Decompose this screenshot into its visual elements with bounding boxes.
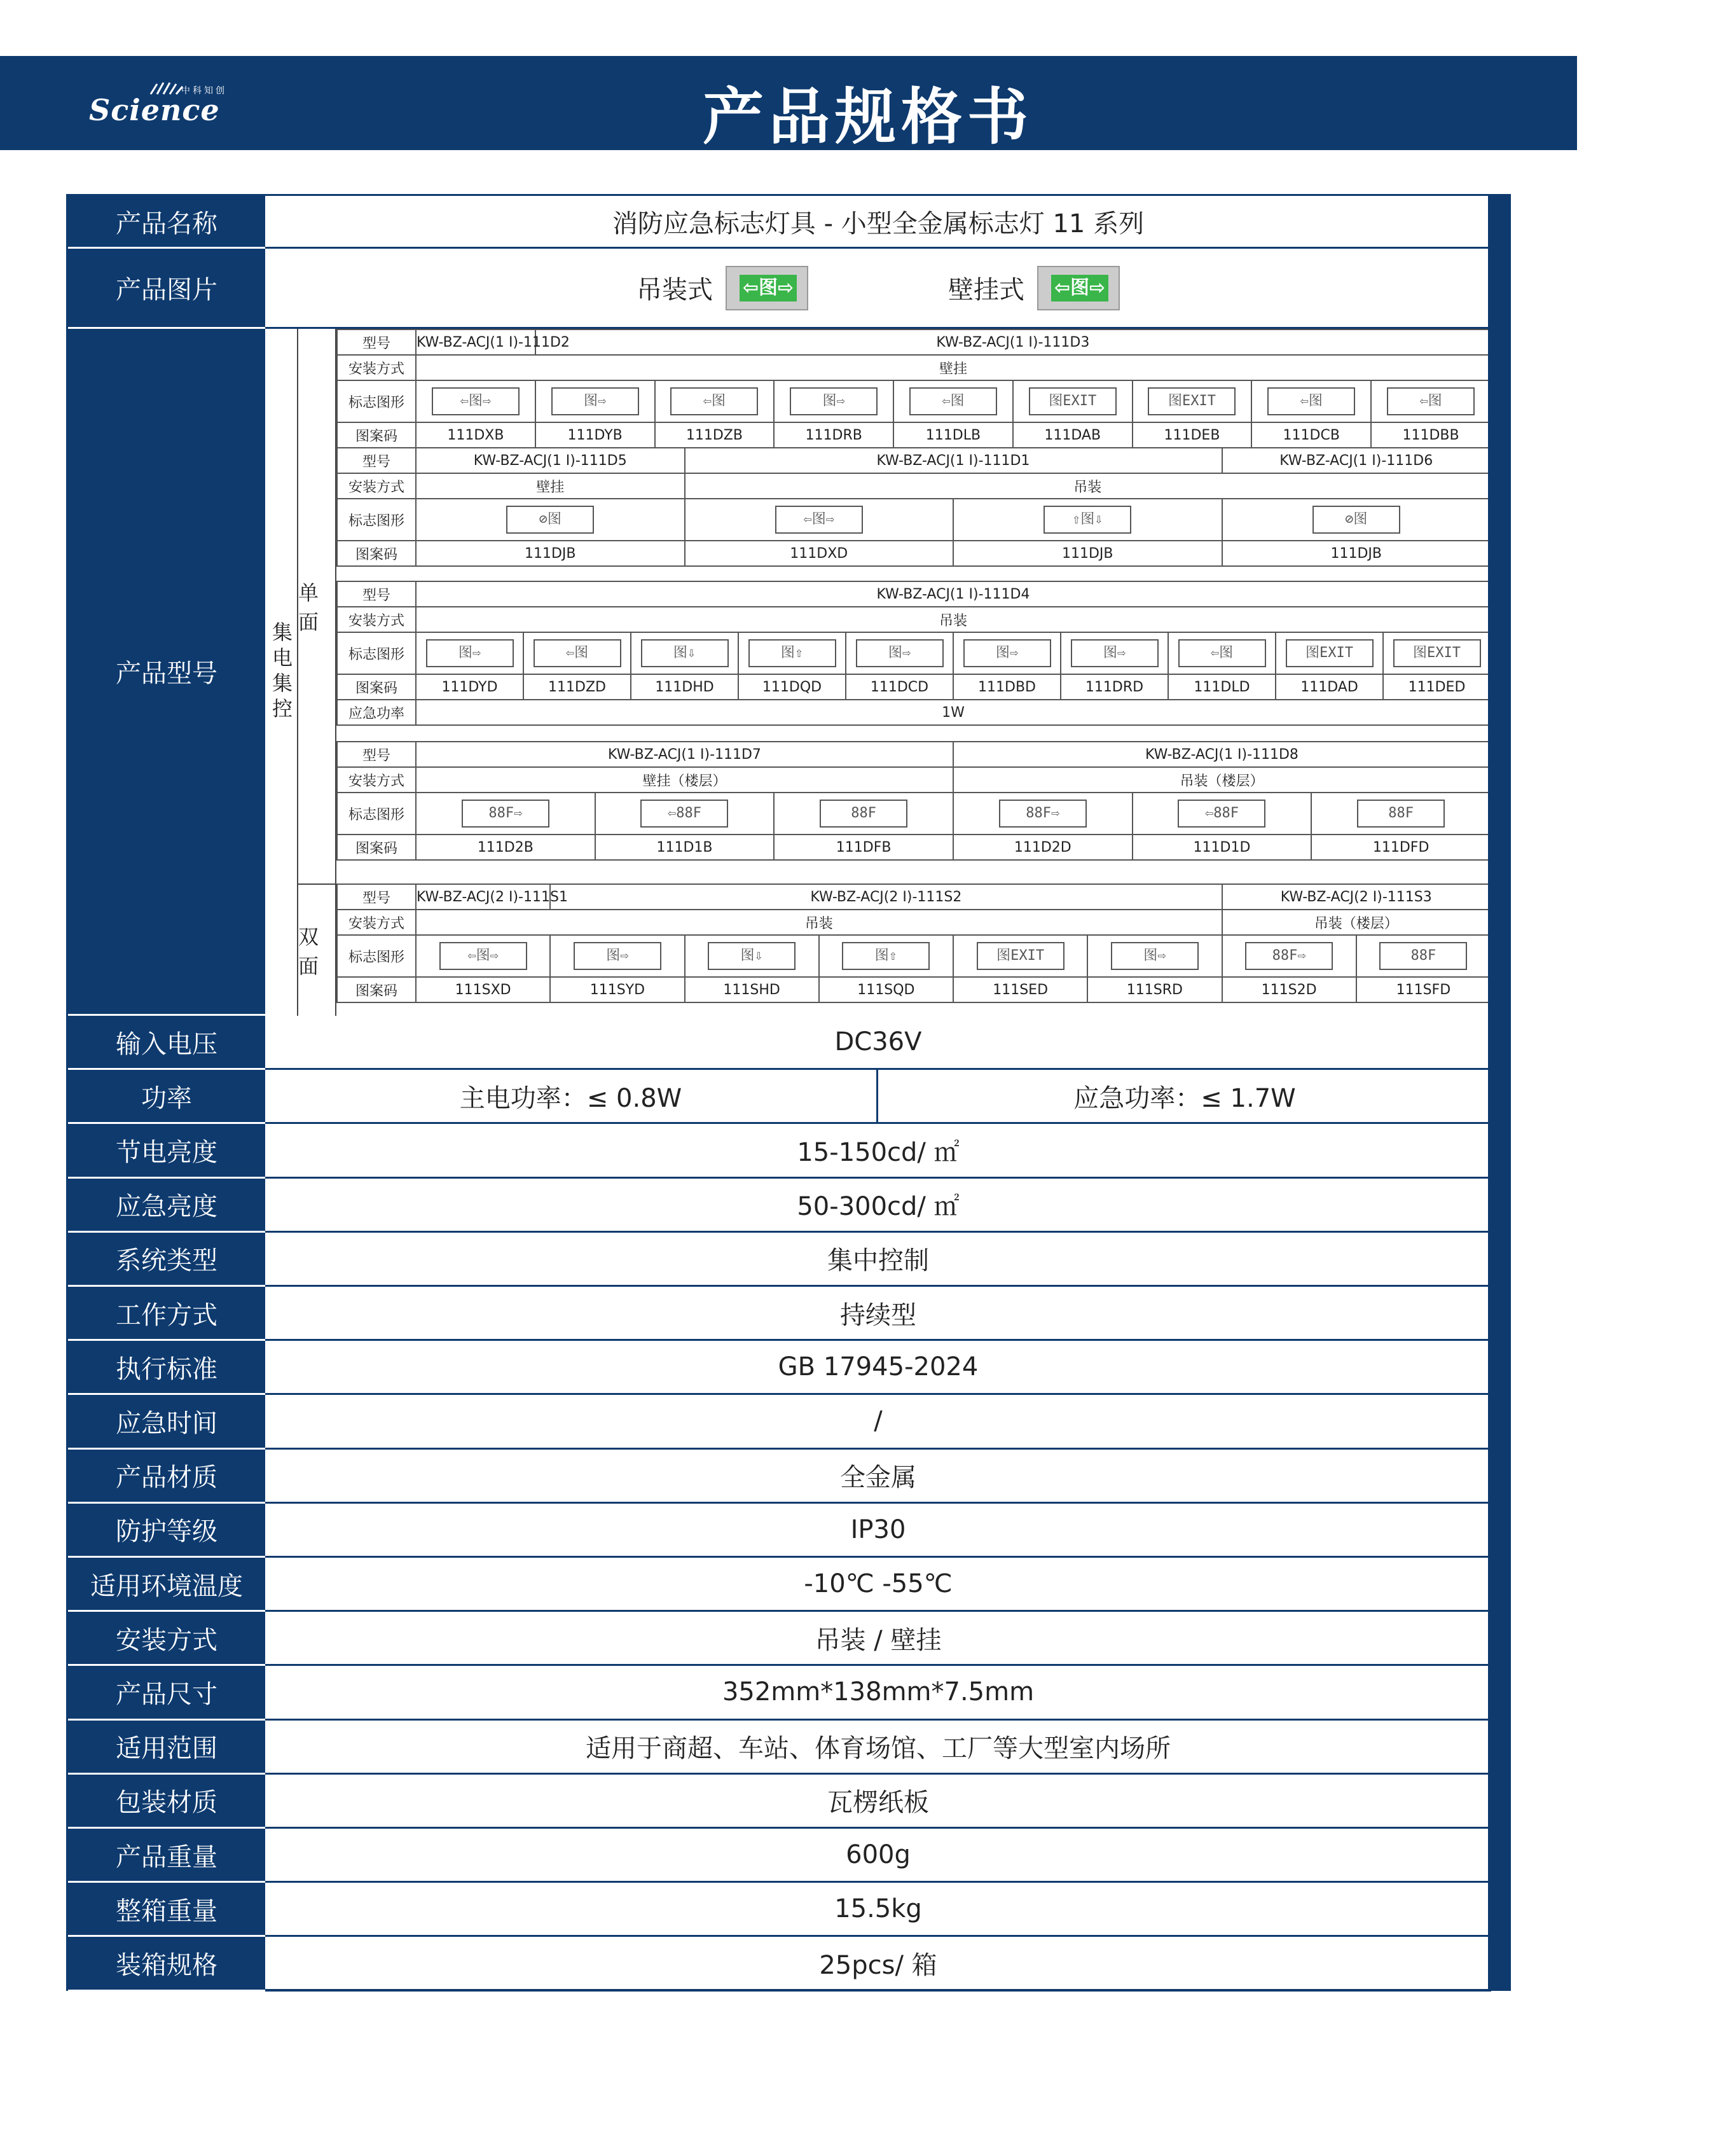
product-name-label: 产品名称 — [68, 196, 265, 249]
pattern-code: 111S2D — [1222, 977, 1356, 1002]
sign-graphic-cell — [1276, 632, 1383, 674]
spec-value: 集中控制 — [265, 1233, 1491, 1287]
sign-graphic-cell — [953, 935, 1087, 977]
spec-value: 吊装 / 壁挂 — [265, 1612, 1491, 1666]
row-label: 图案码 — [337, 977, 416, 1002]
wall-sign-photo — [1037, 266, 1120, 310]
pattern-code: 111DYB — [535, 422, 655, 448]
sign-graphic-cell — [953, 632, 1061, 674]
spec-table — [66, 194, 1511, 1991]
spec-value: 352mm*138mm*7.5mm — [265, 1666, 1491, 1720]
group-label: 集电集控 — [265, 329, 298, 1016]
model-number: KW-BZ-ACJ(2 Ⅰ)-111S3 — [1222, 884, 1491, 910]
spec-label: 产品重量 — [68, 1829, 265, 1883]
exit-sign-icon: 图⇨ — [1111, 942, 1199, 970]
pattern-code: 111DLD — [1168, 674, 1276, 700]
install-type: 吊装 — [416, 607, 1491, 632]
exit-sign-icon: 88F — [1357, 800, 1445, 828]
pattern-code: 111SRD — [1087, 977, 1222, 1002]
spec-value: 瓦楞纸板 — [265, 1775, 1491, 1829]
sign-graphic-cell — [953, 499, 1222, 541]
model-table-2 — [336, 447, 1491, 567]
pattern-code: 111SHD — [685, 977, 819, 1002]
model-number: KW-BZ-ACJ(1 Ⅰ)-111D8 — [953, 742, 1491, 767]
row-label: 图案码 — [337, 835, 416, 860]
sign-graphic-cell — [550, 935, 684, 977]
pattern-code: 111DZD — [523, 674, 631, 700]
sign-graphic-cell — [1222, 935, 1356, 977]
spec-label: 整箱重量 — [68, 1883, 265, 1937]
spec-value: DC36V — [265, 1016, 1491, 1070]
pattern-code: 111DBB — [1371, 422, 1491, 448]
sign-graphic-cell — [416, 380, 535, 422]
sign-graphic-cell — [1133, 380, 1252, 422]
hang-sign-photo — [726, 266, 808, 310]
model-matrix — [265, 329, 1491, 1016]
exit-sign-icon: 图⇨ — [1071, 639, 1159, 667]
model-row — [337, 380, 1491, 422]
pattern-code: 111DLB — [893, 422, 1013, 448]
model-row — [337, 910, 1491, 935]
spec-value: 600g — [265, 1829, 1491, 1883]
logo-word: Science — [89, 93, 220, 127]
exit-sign-icon: ⇦图 — [1178, 639, 1266, 667]
pattern-code: 111D2B — [416, 835, 595, 860]
sign-graphic-cell — [1013, 380, 1133, 422]
sign-graphic-cell — [595, 793, 775, 835]
exit-sign-icon: 图⇨ — [790, 387, 878, 415]
model-number: KW-BZ-ACJ(1 Ⅰ)-111D4 — [416, 581, 1491, 607]
spec-value: 全金属 — [265, 1450, 1491, 1504]
spec-label: 适用环境温度 — [68, 1558, 265, 1612]
pattern-code: 111DQD — [738, 674, 846, 700]
logo-cn-text: 中科知创 — [181, 86, 227, 96]
exit-sign-icon: 图EXIT — [1393, 639, 1481, 667]
sign-graphic-cell — [1222, 499, 1491, 541]
exit-sign-icon: 图⇧ — [748, 639, 836, 667]
exit-sign-icon: 88F⇨ — [462, 800, 549, 828]
exit-sign-icon: ⇦88F — [1178, 800, 1265, 828]
model-row — [337, 329, 1491, 355]
row-label: 型号 — [337, 884, 416, 910]
spec-label: 防护等级 — [68, 1504, 265, 1558]
install-type: 吊装（楼层） — [953, 767, 1491, 793]
model-row — [337, 541, 1491, 566]
row-label: 安装方式 — [337, 473, 416, 499]
product-image-row — [265, 249, 1491, 329]
model-row — [337, 632, 1491, 674]
install-type: 壁挂 — [416, 355, 1491, 380]
exit-sign-icon: ⇦图 — [1387, 387, 1475, 415]
sign-graphic-cell — [1356, 935, 1491, 977]
sign-graphic-cell — [685, 935, 819, 977]
exit-sign-icon: ⇧图⇩ — [1044, 506, 1131, 534]
exit-sign-icon: 图⇩ — [641, 639, 729, 667]
model-row — [337, 935, 1491, 977]
pattern-code: 111DRB — [774, 422, 893, 448]
spec-value: 持续型 — [265, 1287, 1491, 1341]
sign-graphic-cell — [685, 499, 954, 541]
sign-graphic-cell — [416, 499, 685, 541]
model-number: KW-BZ-ACJ(1 Ⅰ)-111D2 — [416, 329, 535, 355]
row-label: 标志图形 — [337, 499, 416, 541]
exit-sign-icon: ⇦图⇨ — [432, 387, 520, 415]
spec-label: 应急亮度 — [68, 1179, 265, 1233]
row-label: 型号 — [337, 581, 416, 607]
model-table-5 — [336, 883, 1491, 1003]
sign-graphic-cell — [1061, 632, 1168, 674]
exit-sign-icon: ⇦图⇨ — [775, 506, 863, 534]
pattern-code: 111DAB — [1013, 422, 1133, 448]
header-bar — [0, 56, 1577, 153]
exit-sign-icon: 图EXIT — [1286, 639, 1374, 667]
pattern-code: 111D1D — [1133, 835, 1312, 860]
spec-value: GB 17945-2024 — [265, 1341, 1491, 1395]
exit-sign-icon: ⇦图 — [534, 639, 621, 667]
sign-graphic-cell — [953, 793, 1133, 835]
spec-value: 50-300cd/ ㎡ — [265, 1179, 1491, 1233]
model-table-4 — [336, 741, 1491, 861]
row-label: 图案码 — [337, 541, 416, 566]
row-label: 应急功率 — [337, 700, 416, 725]
spec-value: IP30 — [265, 1504, 1491, 1558]
model-row — [337, 355, 1491, 380]
model-row — [337, 977, 1491, 1002]
sign-graphic-cell — [535, 380, 655, 422]
exit-sign-icon: 88F — [1379, 942, 1467, 970]
spec-label: 工作方式 — [68, 1287, 265, 1341]
pattern-code: 111DZB — [655, 422, 775, 448]
spec-value: 15-150cd/ ㎡ — [265, 1124, 1491, 1178]
exit-sign-icon: 图EXIT — [1029, 387, 1117, 415]
exit-sign-icon: 图EXIT — [1148, 387, 1236, 415]
model-number: KW-BZ-ACJ(1 Ⅰ)-111D6 — [1222, 448, 1491, 473]
spec-label: 包装材质 — [68, 1775, 265, 1829]
model-row — [337, 448, 1491, 473]
pattern-code: 111DCD — [846, 674, 953, 700]
exit-sign-icon: ⇦图 — [1267, 387, 1355, 415]
spec-label: 安装方式 — [68, 1612, 265, 1666]
pattern-code: 111DFD — [1311, 835, 1491, 860]
spec-label: 功率 — [68, 1070, 265, 1124]
pattern-code: 111DEB — [1133, 422, 1252, 448]
exit-sign-icon: 图EXIT — [977, 942, 1064, 970]
model-number: KW-BZ-ACJ(2 Ⅰ)-111S1 — [416, 884, 550, 910]
model-row — [337, 499, 1491, 541]
pattern-code: 111DED — [1383, 674, 1491, 700]
sign-graphic-cell — [416, 935, 550, 977]
exit-sign-icon: 图⇨ — [574, 942, 661, 970]
spec-label: 应急时间 — [68, 1395, 265, 1449]
sign-graphic-cell — [819, 935, 953, 977]
sign-graphic-cell — [655, 380, 775, 422]
spec-value: 15.5kg — [265, 1883, 1491, 1937]
sign-graphic-cell — [1133, 793, 1312, 835]
exit-sign-icon: ⇦图 — [670, 387, 758, 415]
model-number: KW-BZ-ACJ(1 Ⅰ)-111D5 — [416, 448, 685, 473]
sign-graphic-cell — [738, 632, 846, 674]
exit-sign-icon: 图⇨ — [551, 387, 639, 415]
spec-label: 系统类型 — [68, 1233, 265, 1287]
model-row — [337, 607, 1491, 632]
spec-label: 输入电压 — [68, 1016, 265, 1070]
pattern-code: 111DJB — [1222, 541, 1491, 566]
pattern-code: 111DJB — [953, 541, 1222, 566]
sign-graphic-cell — [631, 632, 738, 674]
pattern-code: 111SQD — [819, 977, 953, 1002]
exit-sign-icon: 88F⇨ — [999, 800, 1087, 828]
sign-graphic-cell — [774, 793, 953, 835]
hang-type-label: 吊装式 — [637, 275, 713, 305]
pattern-code: 111DHD — [631, 674, 738, 700]
row-label: 标志图形 — [337, 380, 416, 422]
install-type: 吊装 — [416, 910, 1222, 935]
pattern-code: 111D2D — [953, 835, 1133, 860]
model-row — [337, 884, 1491, 910]
model-table-3 — [336, 581, 1491, 726]
spec-value: 25pcs/ 箱 — [265, 1937, 1491, 1991]
exit-sign-icon: ⊘图 — [1312, 506, 1400, 534]
row-label: 型号 — [337, 329, 416, 355]
model-row — [337, 581, 1491, 607]
model-row — [337, 473, 1491, 499]
spec-value: / — [265, 1395, 1491, 1449]
spec-value: -10℃ -55℃ — [265, 1558, 1491, 1612]
model-row — [337, 835, 1491, 860]
pattern-code: 111D1B — [595, 835, 775, 860]
sign-graphic-cell — [1087, 935, 1222, 977]
exit-sign-icon: 88F⇨ — [1245, 942, 1333, 970]
sign-graphic-cell — [416, 632, 523, 674]
row-label: 安装方式 — [337, 355, 416, 380]
pattern-code: 111DBD — [953, 674, 1061, 700]
row-label: 图案码 — [337, 674, 416, 700]
row-label: 安装方式 — [337, 767, 416, 793]
pattern-code: 111SFD — [1356, 977, 1491, 1002]
pattern-code: 111SED — [953, 977, 1087, 1002]
row-label: 型号 — [337, 742, 416, 767]
sign-graphic-cell — [774, 380, 893, 422]
exit-sign-icon: ⊘图 — [506, 506, 594, 534]
double-face-label: 双面 — [298, 883, 336, 1016]
model-table-1 — [336, 329, 1491, 448]
model-row — [337, 793, 1491, 835]
page-title: 产品规格书 — [703, 81, 1033, 153]
exit-sign-icon: 图⇨ — [963, 639, 1051, 667]
spec-label: 装箱规格 — [68, 1937, 265, 1991]
pattern-code: 111DXD — [685, 541, 954, 566]
model-row — [337, 767, 1491, 793]
wall-type-label: 壁挂式 — [948, 275, 1024, 305]
pattern-code: 111DXB — [416, 422, 535, 448]
exit-sign-icon: ⇦图⇨ — [740, 275, 797, 301]
model-number: KW-BZ-ACJ(1 Ⅰ)-111D7 — [416, 742, 953, 767]
sign-graphic-cell — [523, 632, 631, 674]
exit-sign-icon: ⇦88F — [640, 800, 728, 828]
single-face-label: 单面 — [298, 329, 336, 883]
install-type: 壁挂 — [416, 473, 685, 499]
product-name-value: 消防应急标志灯具 - 小型全金属标志灯 11 系列 — [265, 196, 1491, 249]
sign-graphic-cell — [1383, 632, 1491, 674]
pattern-code: 111DRD — [1061, 674, 1168, 700]
exit-sign-icon: ⇦图 — [909, 387, 997, 415]
emergency-power-value: 应急功率：≤ 1.7W — [1073, 1083, 1296, 1113]
sign-graphic-cell — [1168, 632, 1276, 674]
model-row — [337, 422, 1491, 448]
pattern-code: 111SXD — [416, 977, 550, 1002]
exit-sign-icon: 图⇩ — [708, 942, 796, 970]
product-image-label: 产品图片 — [68, 249, 265, 329]
spec-label: 产品尺寸 — [68, 1666, 265, 1720]
exit-sign-icon: ⇦图⇨ — [1051, 275, 1108, 301]
exit-sign-icon: 图⇧ — [842, 942, 930, 970]
pattern-code: 111DCB — [1251, 422, 1371, 448]
sign-graphic-cell — [1311, 793, 1491, 835]
exit-sign-icon: 图⇨ — [856, 639, 944, 667]
row-label: 标志图形 — [337, 935, 416, 977]
install-type: 壁挂（楼层） — [416, 767, 953, 793]
pattern-code: 111DJB — [416, 541, 685, 566]
spec-label: 适用范围 — [68, 1721, 265, 1775]
exit-sign-icon: 88F — [820, 800, 907, 828]
model-row — [337, 742, 1491, 767]
model-number: KW-BZ-ACJ(2 Ⅰ)-111S2 — [550, 884, 1222, 910]
spec-value — [265, 1070, 1491, 1124]
pattern-code: 111DFB — [774, 835, 953, 860]
pattern-code: 111SYD — [550, 977, 684, 1002]
model-number: KW-BZ-ACJ(1 Ⅰ)-111D1 — [685, 448, 1222, 473]
sign-graphic-cell — [1251, 380, 1371, 422]
install-type: 吊装（楼层） — [1222, 910, 1491, 935]
install-type: 吊装 — [685, 473, 1491, 499]
model-row — [337, 674, 1491, 700]
main-power-value: 主电功率：≤ 0.8W — [265, 1070, 878, 1122]
spec-value: 适用于商超、车站、体育场馆、工厂等大型室内场所 — [265, 1721, 1491, 1775]
model-row — [337, 700, 1491, 725]
pattern-code: 111DYD — [416, 674, 523, 700]
sign-graphic-cell — [893, 380, 1013, 422]
row-label: 型号 — [337, 448, 416, 473]
spec-label: 产品材质 — [68, 1450, 265, 1504]
row-label: 图案码 — [337, 422, 416, 448]
product-model-label: 产品型号 — [68, 329, 265, 1016]
spec-label: 执行标准 — [68, 1341, 265, 1395]
row-label: 标志图形 — [337, 632, 416, 674]
exit-sign-icon: 图⇨ — [426, 639, 514, 667]
pattern-code: 111DAD — [1276, 674, 1383, 700]
model-number: KW-BZ-ACJ(1 Ⅰ)-111D3 — [535, 329, 1491, 355]
row-label: 标志图形 — [337, 793, 416, 835]
sign-graphic-cell — [416, 793, 595, 835]
row-label: 安装方式 — [337, 910, 416, 935]
sign-graphic-cell — [1371, 380, 1491, 422]
right-accent-bar — [1488, 194, 1511, 1991]
sign-graphic-cell — [846, 632, 953, 674]
emergency-power: 1W — [416, 700, 1491, 725]
row-label: 安装方式 — [337, 607, 416, 632]
exit-sign-icon: ⇦图⇨ — [439, 942, 527, 970]
spec-label: 节电亮度 — [68, 1124, 265, 1178]
